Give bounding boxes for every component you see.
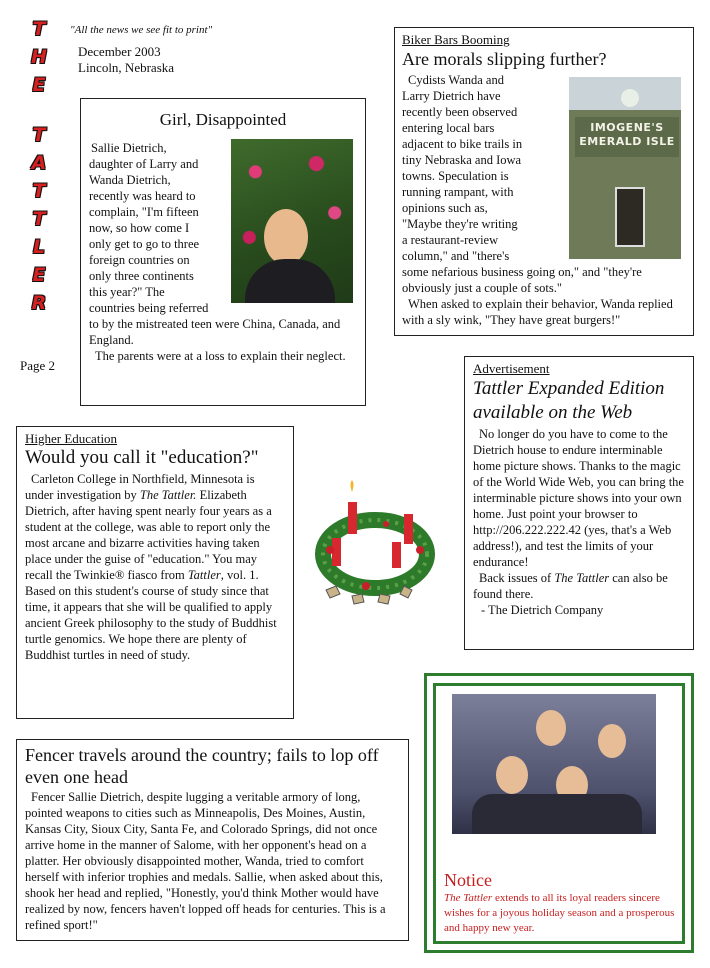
ad-text-italic: The Tattler — [554, 571, 610, 585]
article-kicker: Higher Education — [25, 431, 118, 446]
ad-text: can also be found there. — [473, 571, 668, 601]
article-headline: Would you call it "education?" — [25, 447, 259, 468]
article-paragraph: Sallie Dietrich, daughter of Larry and Wanda Dietrich, recently was heard to complain, "I'm fifteen now, so how come I only get to go to three foreign countries on only three continents this year?" The countries being referred to by the mistreated teen were China, Canada, and England. — [89, 141, 341, 347]
notice-panel — [433, 683, 685, 944]
masthead-letter: T — [32, 180, 46, 202]
article-girl-disappointed — [80, 98, 366, 406]
article-higher-education — [16, 426, 294, 719]
masthead-letter: L — [32, 236, 46, 258]
dateline — [78, 44, 174, 76]
masthead-letter: E — [32, 264, 46, 286]
advent-wreath-icon — [306, 478, 444, 610]
notice-text-italic: The Tattler — [444, 892, 493, 904]
masthead-letter: A — [31, 152, 47, 174]
article-headline: Are morals slipping further? — [402, 49, 607, 69]
motto: "All the news we see fit to print" — [70, 24, 213, 36]
masthead-letter: E — [32, 74, 46, 96]
masthead-letter: T — [32, 18, 46, 40]
article-body — [25, 471, 285, 663]
ad-body — [473, 426, 686, 618]
article-text: Carleton College in Northfield, Minnesota is under investigation by — [25, 472, 255, 502]
bar-photo — [569, 77, 681, 259]
ad-paragraph: No longer do you have to come to the Dietrich house to endure interminable home picture shows. Thanks to the magic of the World Wide Web, you can bring the interminable picture shows into your own home. Just point your browser to http://206.222.222.42 (yes, that's a Web address!), and test the limits of your endurance! — [473, 427, 684, 569]
page-number: Page 2 — [20, 358, 56, 373]
article-biker-bars — [394, 27, 694, 336]
article-kicker: Biker Bars Booming — [402, 32, 510, 47]
article-body: Fencer Sallie Dietrich, despite lugging a veritable armory of long, pointed weapons to cities such as Minneapolis, Des Moines, Austin, Kansas City, Sioux City, Santa Fe, and Colorado Springs, did not once arrive home in the manner of Salome, with her opponent's head on a platter. Her obviously disappointed mother, Wanda, tried to comfort herself with inferior trophies and medals. Sallie, when asked about this, shook her head and replied, "Honestly, you'd think Mother would have realized by now, fencers haven't lopped off heads for centuries. This is a refined sport!" — [25, 790, 386, 932]
notice-title: Notice — [444, 870, 492, 890]
notice-text-body: extends to all its loyal readers sincere wishes for a joyous holiday season and a prosperous and happy new year. — [444, 892, 675, 934]
article-headline: Fencer travels around the country; fails to lop off even one head — [25, 745, 379, 787]
ad-kicker: Advertisement — [473, 361, 550, 376]
masthead-letter: T — [32, 124, 46, 146]
masthead-letter: T — [32, 208, 46, 230]
notice-text — [444, 891, 678, 936]
issue-place: Lincoln, Nebraska — [78, 60, 175, 75]
article-text: , vol. 1. Based on this student's course of study since that time, it appears that she will be qualified to apply ancient Greek philosophy to the study of Buddhist turtle genomics. We hope there are plenty of Buddhist turtles in need of study. — [25, 568, 277, 662]
article-headline: Girl, Disappointed — [159, 110, 287, 129]
ad-headline: Tattler Expanded Edition available on the Web — [473, 378, 665, 423]
article-text-italic: Tattler — [187, 568, 221, 582]
article-paragraph: The parents were at a loss to explain their neglect. — [95, 349, 346, 363]
article-paragraph: Cydists Wanda and Larry Dietrich have recently been observed entering local bars adjacent to bike trails in tiny Nebraska and Iowa towns. Speculation is running rampant, with opinions such as, "Maybe they're writing a restaurant-review column," and "there's some nefarious business going on," and "they're obviously just a couple of sots." — [402, 73, 642, 295]
article-text: Elizabeth Dietrich, after having spent nearly four years as a student at the college, was able to report only the most arcane and bizarre activities having taken place under the guise of "education." You may recall the Twinkie® fiasco from — [25, 488, 272, 582]
masthead-letter: H — [31, 46, 47, 68]
family-photo — [452, 694, 656, 834]
ad-signoff: - The Dietrich Company — [481, 603, 604, 617]
masthead-letter: R — [31, 292, 47, 314]
issue-date: December 2003 — [78, 44, 161, 59]
ad-text: Back issues of — [479, 571, 555, 585]
girl-photo — [231, 139, 353, 303]
article-paragraph: When asked to explain their behavior, Wanda replied with a sly wink, "They have great burgers!" — [402, 297, 673, 327]
ad-paragraph — [473, 570, 686, 602]
article-fencer — [16, 739, 409, 941]
article-text-italic: The Tattler. — [139, 488, 197, 502]
advertisement — [464, 356, 694, 650]
bar-sign: IMOGENE'S EMERALD ISLE — [575, 117, 679, 157]
